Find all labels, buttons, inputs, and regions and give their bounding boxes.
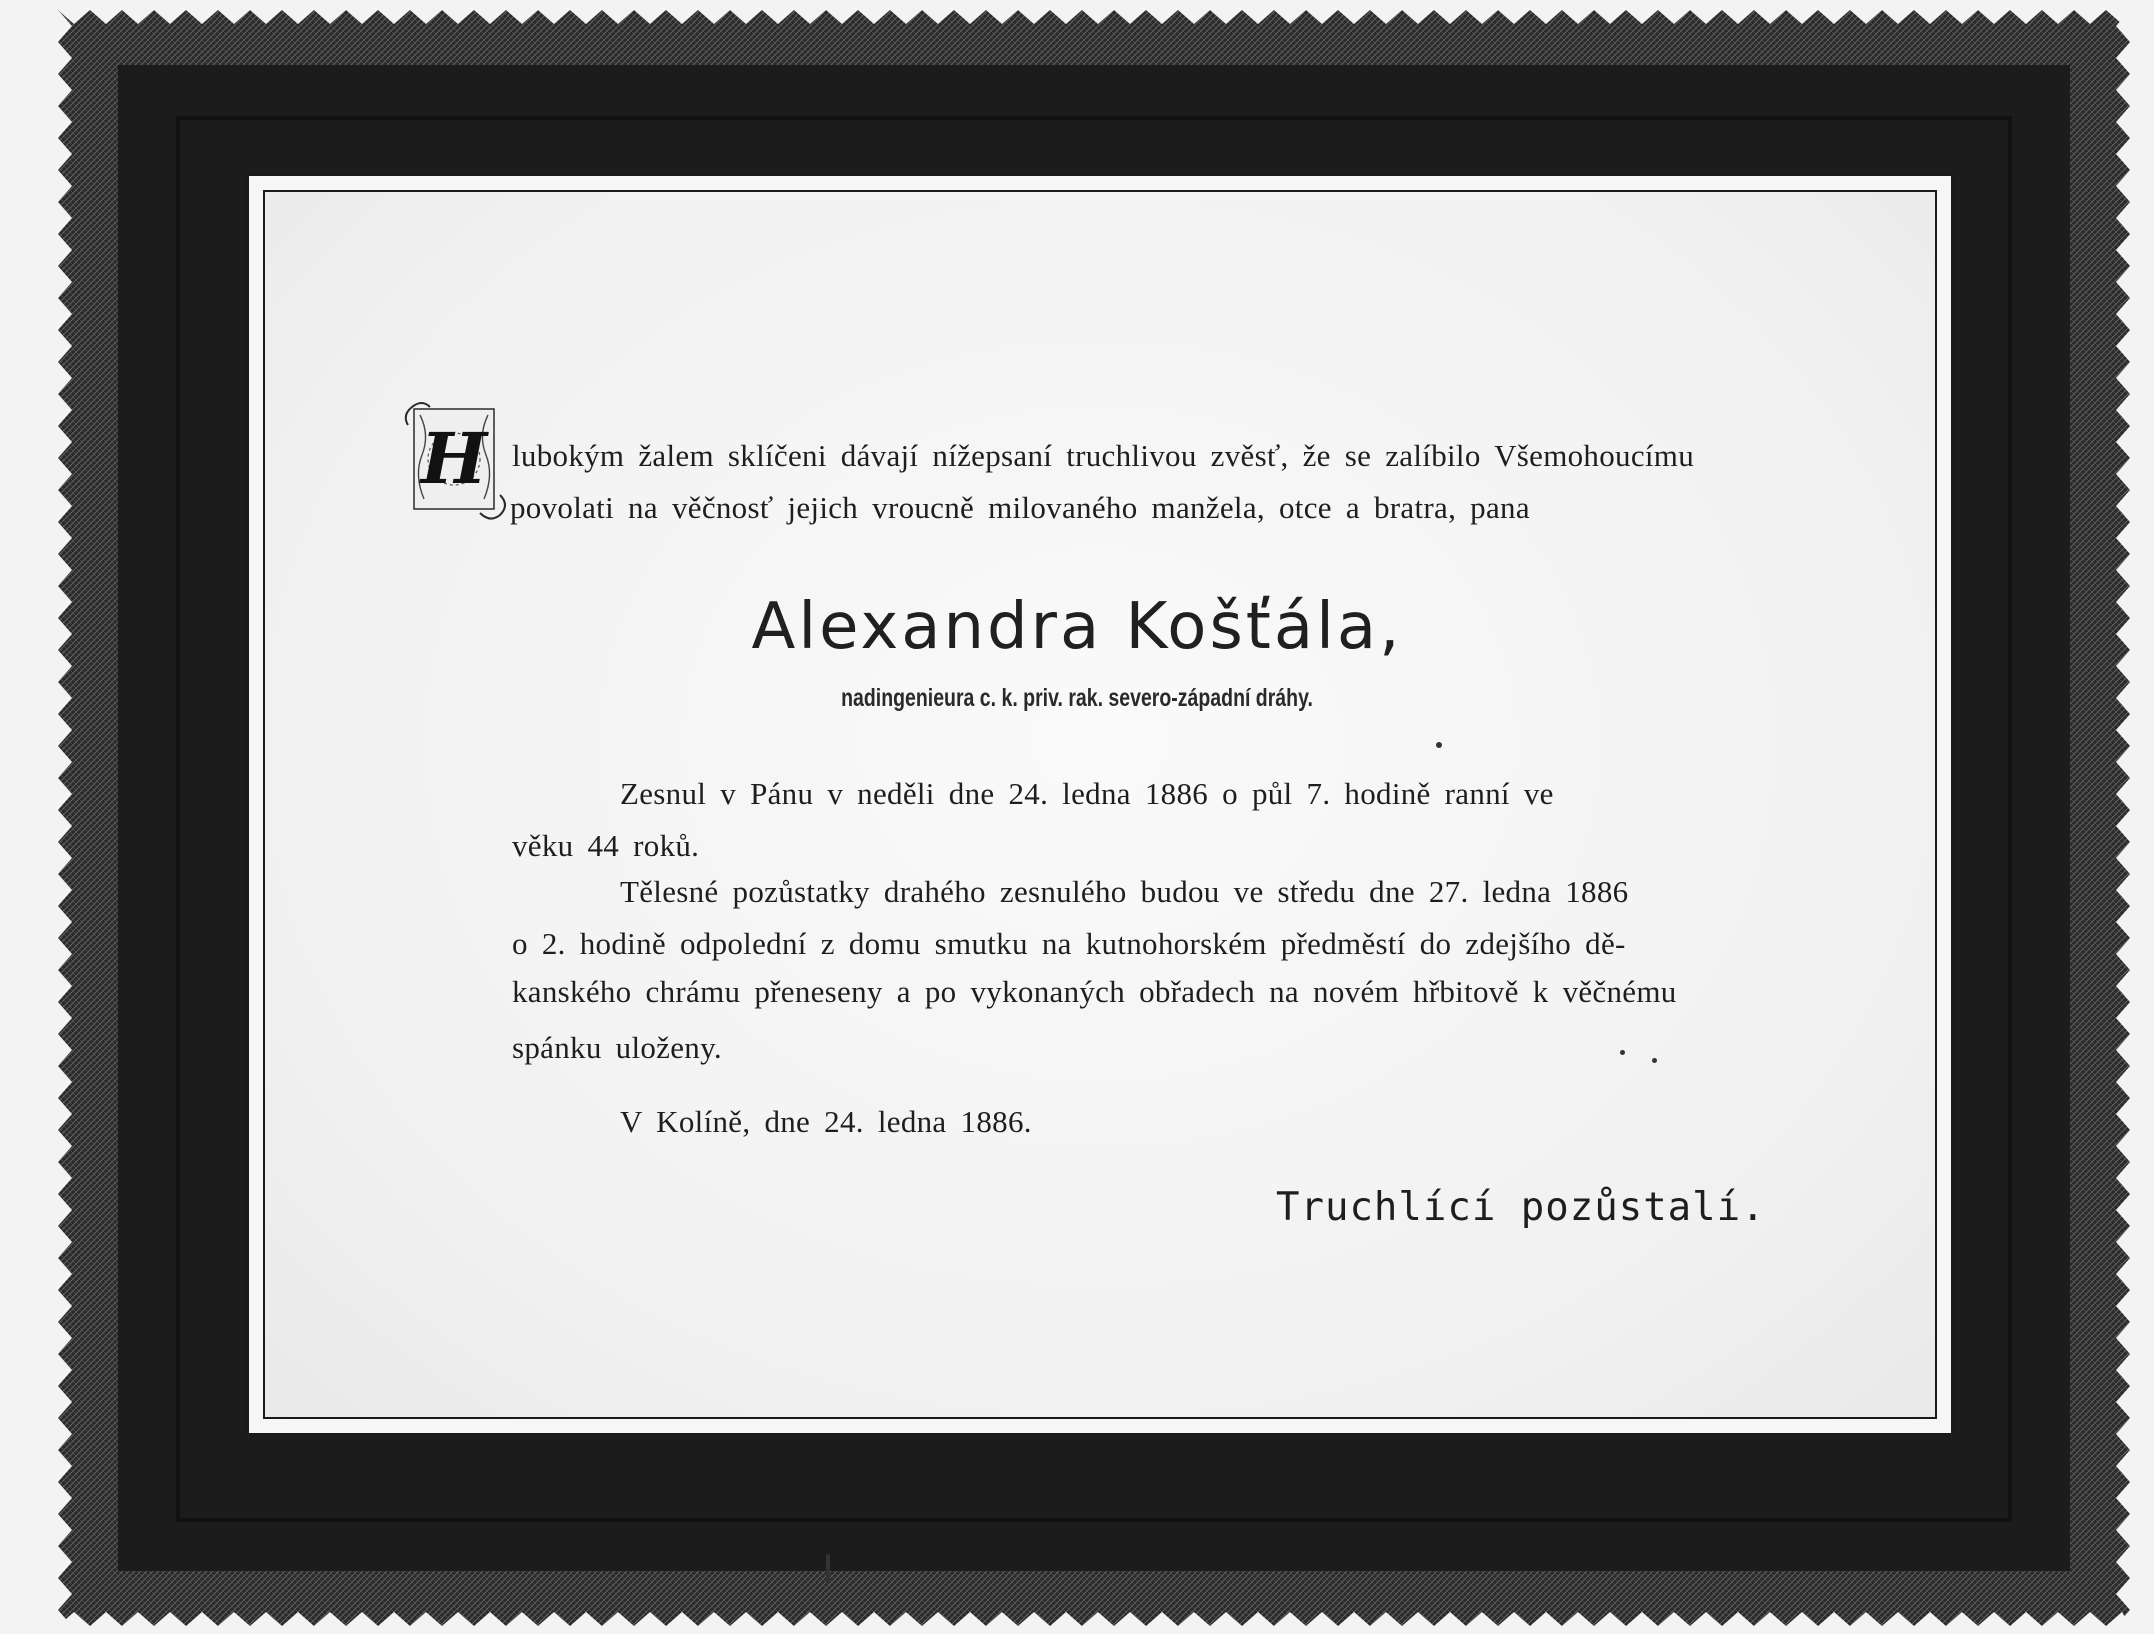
opening-line-1: lubokým žalem sklíčeni dávají nížepsaní truchlivou zvěsť, že se zalíbilo Všemohoucímu xyxy=(512,438,1695,473)
scan-speck xyxy=(1652,1058,1657,1063)
scan-speck xyxy=(1436,742,1442,748)
funeral-line-2: o 2. hodině odpolední z domu smutku na kutnohorském předměstí do zdejšího dě- xyxy=(512,926,1626,961)
opening-line-2: povolati na věčnosť jejich vroucně milovaného manžela, otce a bratra, pana xyxy=(510,490,1530,525)
funeral-line-4: spánku uloženy. xyxy=(512,1030,722,1065)
svg-text:H: H xyxy=(420,417,488,500)
deceased-name: Alexandra Košťála, xyxy=(751,590,1403,664)
ornamental-drop-cap xyxy=(400,395,510,525)
scan-speck xyxy=(826,1554,830,1584)
deceased-title: nadingenieura c. k. priv. rak. severo-západní dráhy. xyxy=(841,684,1313,712)
place-and-date: V Kolíně, dne 24. ledna 1886. xyxy=(620,1104,1032,1139)
death-line-2: věku 44 roků. xyxy=(512,828,700,863)
signature-mourners: Truchlící pozůstalí. xyxy=(1276,1185,1766,1230)
death-line-1: Zesnul v Pánu v neděli dne 24. ledna 1886 o půl 7. hodině ranní ve xyxy=(620,776,1554,811)
scan-speck xyxy=(1620,1050,1625,1055)
funeral-line-1: Tělesné pozůstatky drahého zesnulého budou ve středu dne 27. ledna 1886 xyxy=(620,874,1629,909)
funeral-line-3: kanského chrámu přeneseny a po vykonaných obřadech na novém hřbitově k věčnému xyxy=(512,974,1677,1009)
